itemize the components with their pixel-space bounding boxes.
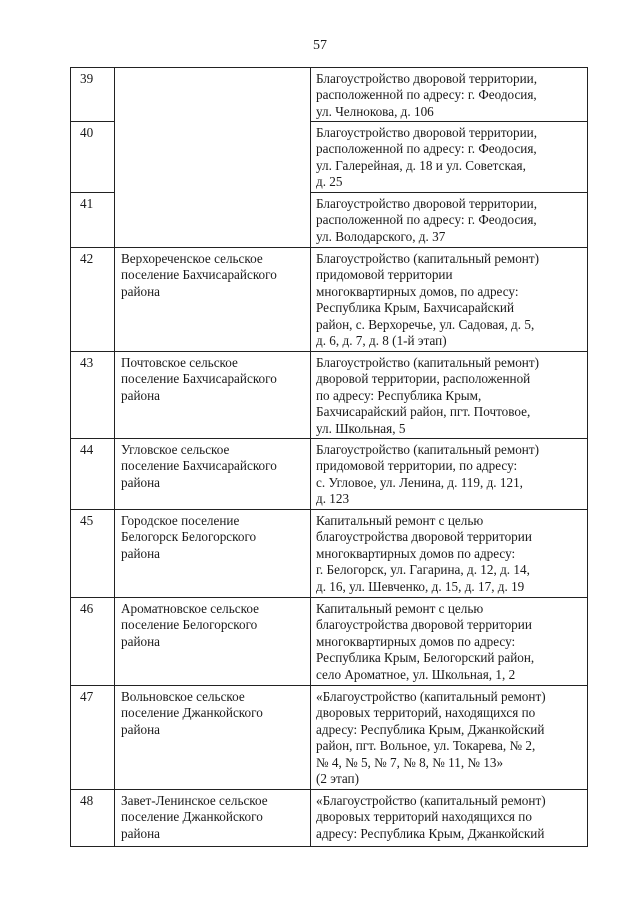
object-line: Благоустройство дворовой территории, <box>316 71 538 86</box>
table-row <box>71 598 588 686</box>
object-cell <box>311 248 588 352</box>
row-number: 45 <box>80 513 94 528</box>
object-cell <box>311 122 588 193</box>
row-number: 39 <box>80 71 94 86</box>
object-line: расположенной по адресу: г. Феодосия, <box>316 141 537 157</box>
object-line: адресу: Республика Крым, Джанкойский <box>316 721 545 737</box>
row-number-cell <box>71 686 115 790</box>
row-number-cell <box>71 790 115 847</box>
object-cell <box>311 510 588 598</box>
object-line: дворовой территории, расположенной <box>316 371 531 387</box>
settlement-line: района <box>121 283 161 299</box>
object-line: д. 6, д. 7, д. 8 (1-й этап) <box>316 333 447 349</box>
object-line: село Ароматное, ул. Школьная, 1, 2 <box>316 666 516 682</box>
settlement-line: поселение Бахчисарайского <box>121 458 277 474</box>
row-number-cell <box>71 598 115 686</box>
object-cell <box>311 598 588 686</box>
object-line: д. 16, ул. Шевченко, д. 15, д. 17, д. 19 <box>316 578 525 594</box>
settlement-line: поселение Джанкойского <box>121 705 263 721</box>
table-row <box>71 510 588 598</box>
settlement-line: Вольновское сельское <box>121 689 245 704</box>
object-cell <box>311 686 588 790</box>
row-number: 40 <box>80 125 94 140</box>
row-number: 46 <box>80 601 94 616</box>
settlement-cell <box>115 598 311 686</box>
object-line: Республика Крым, Белогорский район, <box>316 650 535 666</box>
object-line: по адресу: Республика Крым, <box>316 387 482 403</box>
table-row <box>71 352 588 439</box>
object-line: «Благоустройство (капитальный ремонт) <box>316 689 546 704</box>
object-line: многоквартирных домов, по адресу: <box>316 283 519 299</box>
object-line: Благоустройство (капитальный ремонт) <box>316 442 540 457</box>
row-number-cell <box>71 510 115 598</box>
settlement-line: Белогорск Белогорского <box>121 529 257 545</box>
object-line: Благоустройство (капитальный ремонт) <box>316 355 540 370</box>
row-number-cell <box>71 352 115 439</box>
table-row <box>71 68 588 122</box>
settlement-line: района <box>121 545 161 561</box>
settlement-line: Угловское сельское <box>121 442 230 457</box>
settlement-cell <box>115 248 311 352</box>
object-line: д. 123 <box>316 491 350 507</box>
objects-table-body <box>71 68 588 847</box>
row-number-cell <box>71 248 115 352</box>
object-line: район, с. Верхоречье, ул. Садовая, д. 5, <box>316 316 535 332</box>
object-line: благоустройства дворовой территории <box>316 529 532 545</box>
object-line: с. Угловое, ул. Ленина, д. 119, д. 121, <box>316 474 523 490</box>
object-line: благоустройства дворовой территории <box>316 617 532 633</box>
object-line: придомовой территории <box>316 267 453 283</box>
settlement-cell <box>115 686 311 790</box>
object-line: Капитальный ремонт с целью <box>316 601 484 616</box>
table-row <box>71 439 588 510</box>
settlement-line: района <box>121 387 161 403</box>
settlement-line: района <box>121 474 161 490</box>
row-number: 41 <box>80 196 94 211</box>
settlement-cell <box>115 510 311 598</box>
object-line: Благоустройство (капитальный ремонт) <box>316 251 540 266</box>
row-number: 44 <box>80 442 94 457</box>
settlement-line: поселение Джанкойского <box>121 809 263 825</box>
object-cell <box>311 790 588 847</box>
row-number-cell <box>71 68 115 122</box>
object-line: Капитальный ремонт с целью <box>316 513 484 528</box>
object-line: Республика Крым, Бахчисарайский <box>316 300 515 316</box>
object-cell <box>311 352 588 439</box>
object-line: многоквартирных домов по адресу: <box>316 545 516 561</box>
row-number-cell <box>71 439 115 510</box>
settlement-line: Ароматновское сельское <box>121 601 259 616</box>
object-line: район, пгт. Вольное, ул. Токарева, № 2, <box>316 738 536 754</box>
object-line: придомовой территории, по адресу: <box>316 458 518 474</box>
object-line: д. 25 <box>316 174 343 190</box>
object-line: «Благоустройство (капитальный ремонт) <box>316 793 546 808</box>
settlement-cell <box>115 790 311 847</box>
settlement-cell <box>115 439 311 510</box>
settlement-line: Почтовское сельское <box>121 355 238 370</box>
object-line: № 4, № 5, № 7, № 8, № 11, № 13» <box>316 754 504 770</box>
object-line: расположенной по адресу: г. Феодосия, <box>316 212 537 228</box>
object-line: ул. Галерейная, д. 18 и ул. Советская, <box>316 157 526 173</box>
row-number: 47 <box>80 689 94 704</box>
object-line: Благоустройство дворовой территории, <box>316 196 538 211</box>
object-cell <box>311 68 588 122</box>
row-number-cell <box>71 193 115 248</box>
object-line: ул. Володарского, д. 37 <box>316 228 446 244</box>
settlement-line: Завет-Ленинское сельское <box>121 793 268 808</box>
object-line: дворовых территорий, находящихся по <box>316 705 536 721</box>
settlement-line: Городское поселение <box>121 513 240 528</box>
settlement-line: поселение Бахчисарайского <box>121 371 277 387</box>
row-number: 42 <box>80 251 94 266</box>
row-number: 48 <box>80 793 94 808</box>
table-row <box>71 790 588 847</box>
object-line: ул. Школьная, 5 <box>316 420 406 436</box>
object-line: г. Белогорск, ул. Гагарина, д. 12, д. 14, <box>316 562 530 578</box>
object-cell <box>311 193 588 248</box>
object-cell <box>311 439 588 510</box>
settlement-line: района <box>121 633 161 649</box>
table-row <box>71 686 588 790</box>
settlement-line: поселение Белогорского <box>121 617 258 633</box>
settlement-cell <box>115 68 311 248</box>
object-line: расположенной по адресу: г. Феодосия, <box>316 87 537 103</box>
object-line: дворовых территорий находящихся по <box>316 809 532 825</box>
table-row <box>71 248 588 352</box>
object-line: многоквартирных домов по адресу: <box>316 633 516 649</box>
object-line: Бахчисарайский район, пгт. Почтовое, <box>316 404 531 420</box>
settlement-line: района <box>121 825 161 841</box>
object-line: Благоустройство дворовой территории, <box>316 125 538 140</box>
page-number: 57 <box>313 38 327 53</box>
row-number: 43 <box>80 355 94 370</box>
settlement-line: Верхореченское сельское <box>121 251 263 266</box>
objects-table <box>70 67 588 847</box>
object-line: (2 этап) <box>316 771 359 787</box>
object-line: адресу: Республика Крым, Джанкойский <box>316 825 545 841</box>
row-number-cell <box>71 122 115 193</box>
settlement-cell <box>115 352 311 439</box>
object-line: ул. Челнокова, д. 106 <box>316 103 434 119</box>
settlement-line: поселение Бахчисарайского <box>121 267 277 283</box>
settlement-line: района <box>121 721 161 737</box>
